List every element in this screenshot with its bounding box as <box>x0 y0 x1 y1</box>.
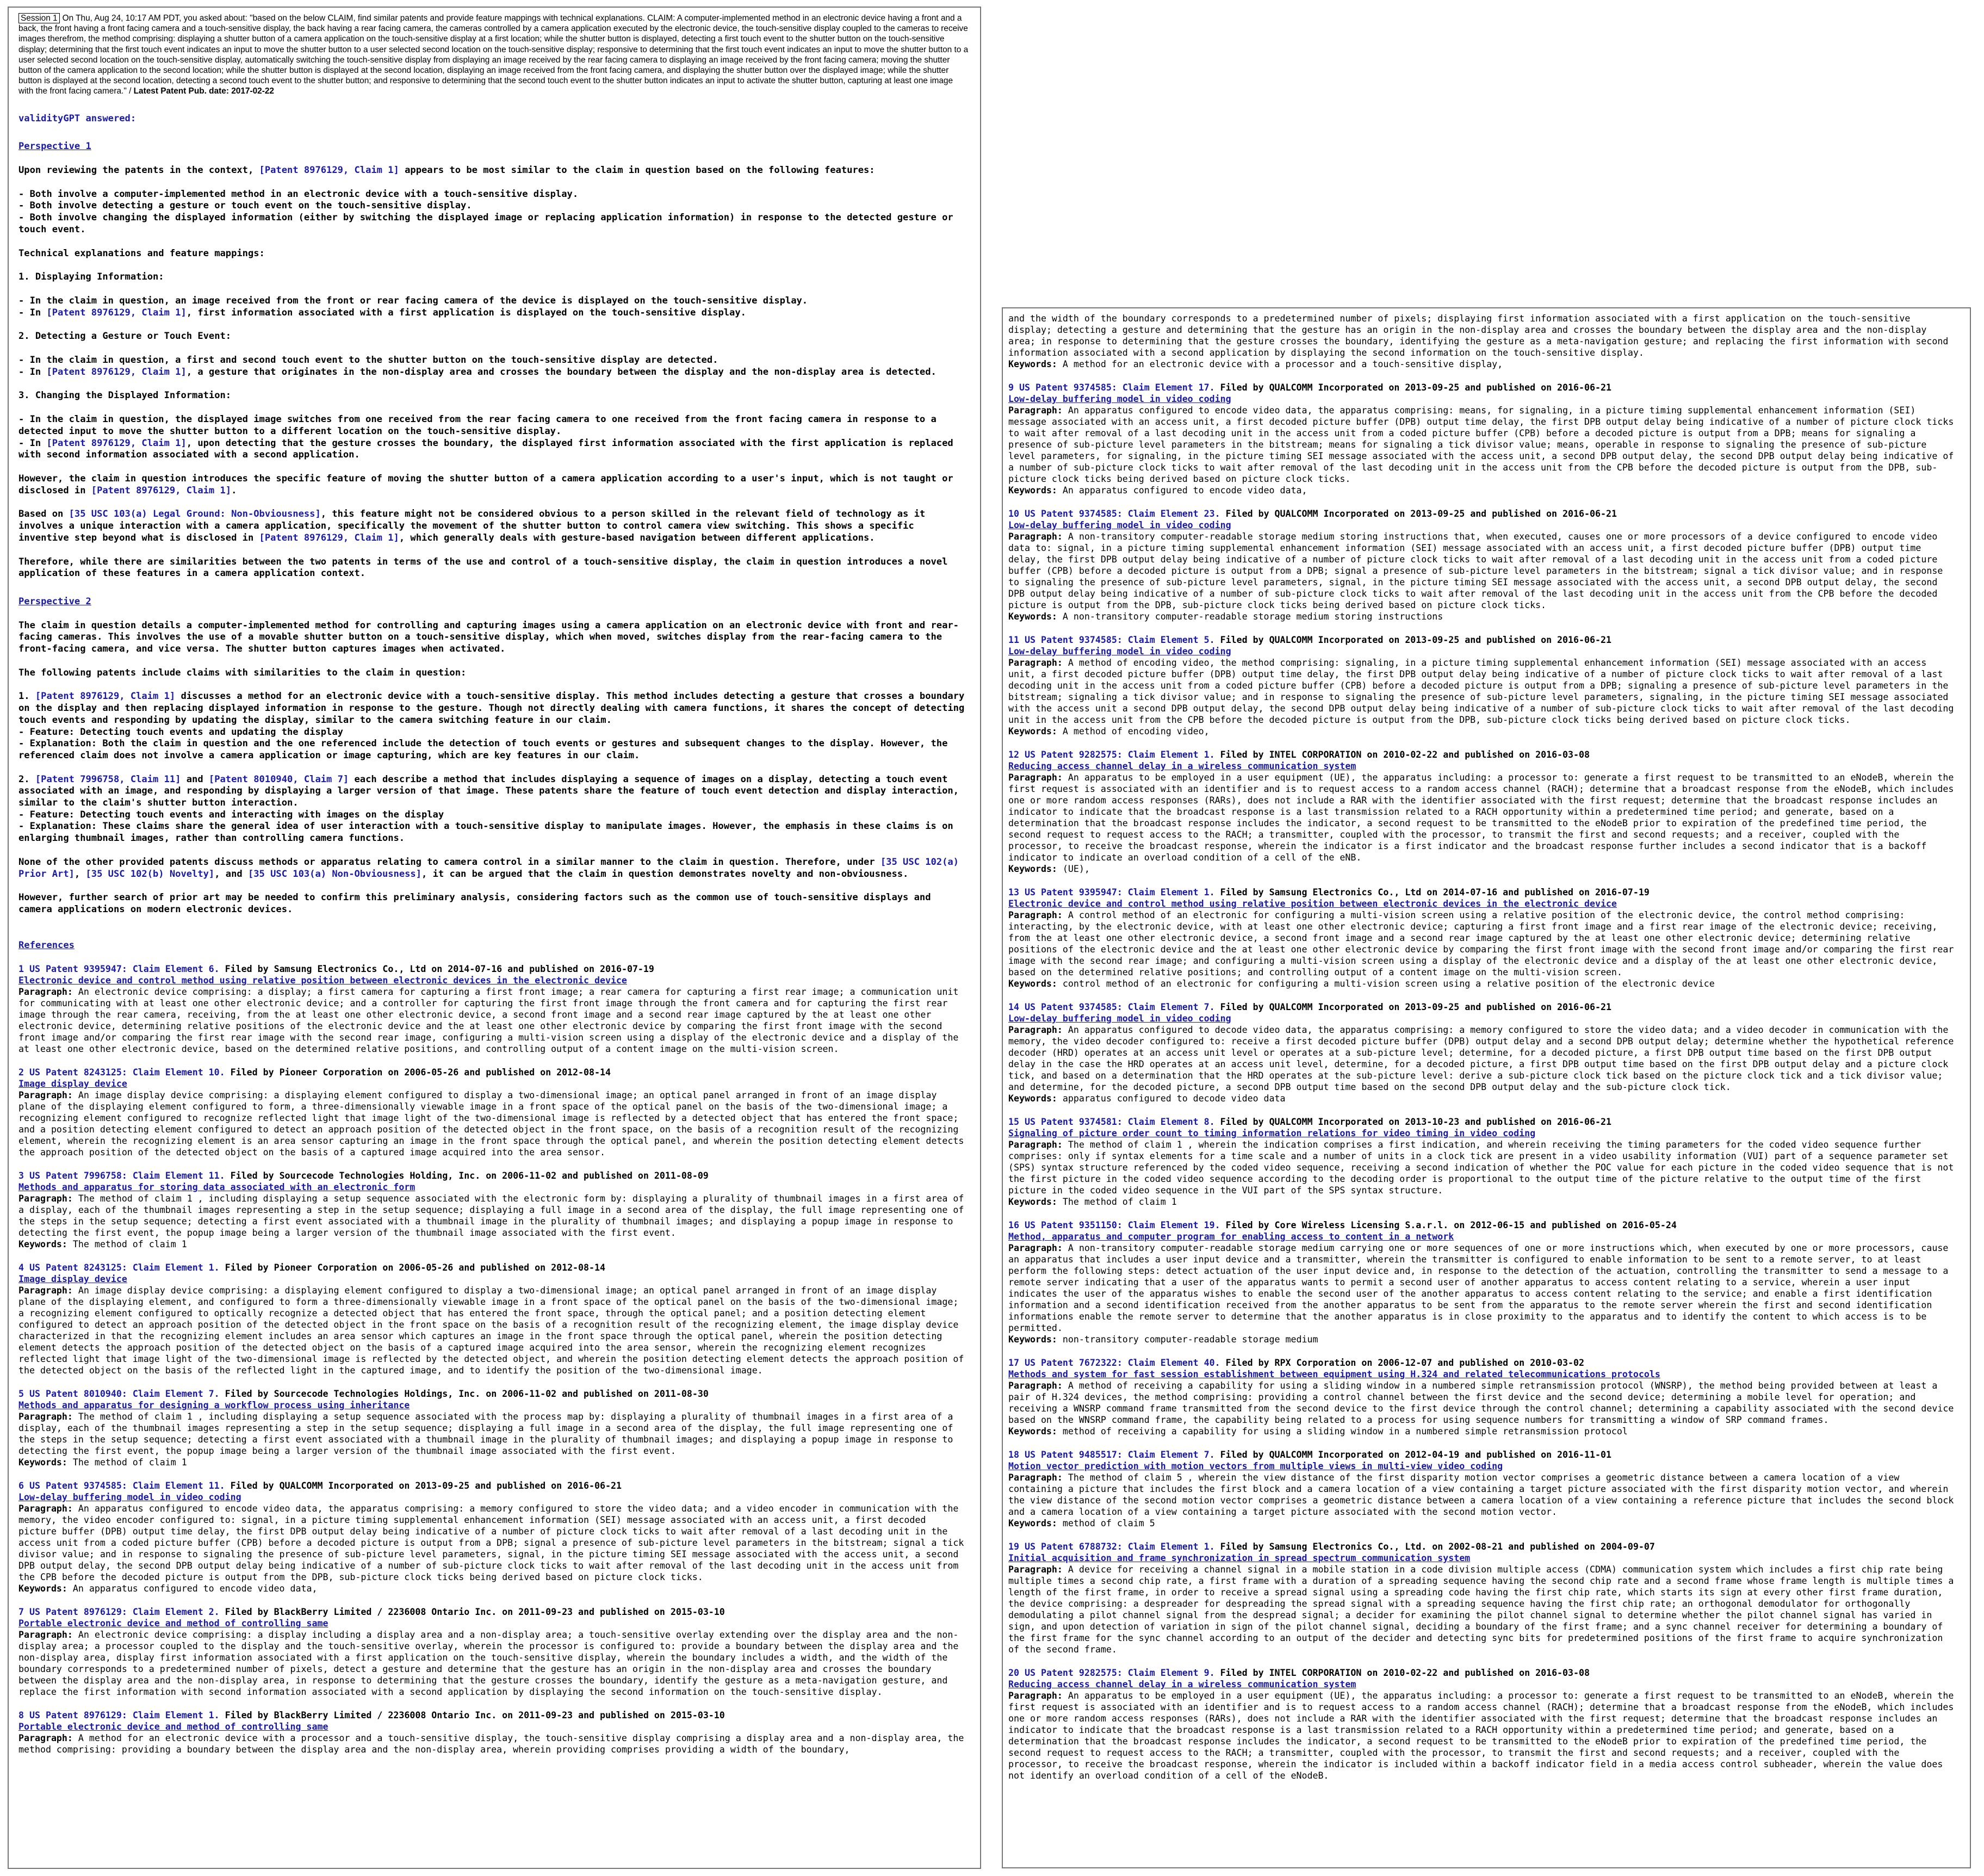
reference-header <box>1008 1219 1959 1231</box>
filed-by-label: Filed by <box>1214 750 1269 760</box>
reference-patent-id[interactable]: US Patent 9282575: Claim Element 9. <box>1024 1668 1215 1678</box>
reference-header <box>1008 1541 1959 1552</box>
p1-s3-body: - In the claim in question, the displayed image switches from one received from the rear facing camera to one received from the front facing camera in response to a detected input to move the shutter button to a different location on the touch-sensitive display. - In [Patent 8976129, Claim 1], upon detecting that the gesture crosses the boundary, the displayed first information associated with the first application is replaced with second information associated with a second application. <box>18 414 959 461</box>
reference-header <box>18 1606 969 1618</box>
reference-header <box>18 1262 969 1273</box>
reference-number: 2 <box>18 1067 24 1078</box>
filed-by-label: Filed by <box>1214 1450 1269 1460</box>
reference-number: 15 <box>1008 1117 1019 1127</box>
filed-by-label: Filed by <box>225 1171 280 1181</box>
p1-s3-title: 3. Changing the Displayed Information: <box>18 390 232 401</box>
reference-title-link[interactable]: Image display device <box>18 1274 127 1285</box>
reference-dates: on 2013-09-25 and published on 2016-06-21 <box>1383 635 1611 645</box>
references-heading[interactable]: References <box>18 939 75 951</box>
reference-paragraph: Paragraph: The method of claim 1 , including displaying a setup sequence associated with the electronic form by: displaying a plurality of thumbnail images in a first area of a display, each of the thumbnail images representing a step in the setup sequence; displaying a full image in a second area of the display, the full image representing one of the steps in the setup sequence; detecting a first event associated with a thumbnail image in the plurality of thumbnail images; and displaying a popup image in response to detecting the first event, the popup image being a larger version of the thumbnail image associated with the first event. <box>18 1193 970 1239</box>
reference-paragraph: Paragraph: The method of claim 1 , wherein the indication comprises a first indication, and wherein receiving the timing parameters for the coded video sequence further comprises: only if syntax elements for a time scale and a number of units in a clock tick are present in a video usability information (VUI) part of a sequence parameter set (SPS) syntax structure referenced by the coded video sequence, receiving a second indication of whether the POC value for each picture in the coded video sequence that is not the first picture in the coded video sequence according to the decoding order is proportional to the output time of the picture relative to the output time of the first picture in the coded video sequence in the VUI part of the SPS syntax structure. <box>1008 1140 1960 1196</box>
reference-keywords: Keywords: The method of claim 1 <box>1008 1197 1177 1207</box>
left-page <box>8 7 981 1869</box>
reference-patent-id[interactable]: US Patent 9282575: Claim Element 1. <box>1024 750 1215 760</box>
reference-assignee: BlackBerry Limited / 2236008 Ontario Inc. <box>274 1607 497 1618</box>
reference-number: 11 <box>1008 635 1019 645</box>
reference-dates: on 2013-09-25 and published on 2016-06-21 <box>1388 509 1617 519</box>
reference-item <box>18 1262 969 1376</box>
reference-keywords: Keywords: method of claim 5 <box>1008 1518 1155 1528</box>
reference-paragraph: Paragraph: An apparatus configured to encode video data, the apparatus comprising: means, for signaling, in a picture timing supplemental enhancement information (SEI) message associated with an access unit, a first decoded picture buffer (DPB) output time delay, the first DPB output delay being indicative of a number of picture clock ticks to wait after removal of a last decoding unit in the access unit from a coded picture buffer (CPB) before a decoded picture is output from a DPB; means for signaling a presence of sub-picture level parameters in the bitstream; means for signaling a tick divisor value; means, operable in response to signaling the presence of sub-picture level parameters, for signaling, in the picture timing SEI message associated with the access unit, a second DPB output delay, the second DPB output delay being indicative of a number of sub-picture clock ticks to wait after removal of the last decoding unit in the access unit from the CPB before the decoded picture is output from the DPB, sub-picture clock ticks being derived based on picture clock ticks. <box>1008 405 1960 484</box>
reference-header <box>18 1388 969 1400</box>
reference-assignee: Pioneer Corporation <box>279 1067 383 1078</box>
patent-link[interactable]: [Patent 8976129, Claim 1] <box>46 437 187 449</box>
reference-patent-id[interactable]: US Patent 8243125: Claim Element 1. <box>29 1262 220 1273</box>
reference-dates: on 2013-09-25 and published on 2016-06-21 <box>1383 382 1611 393</box>
reference-continuation: and the width of the boundary corresponds to a predetermined number of pixels; displaying first information associated with a first application on the touch-sensitive display; detecting a gesture and determining that the gesture has an origin in the non-display area and crosses the boundary between the display area and the non-display area; in response to determining that the gesture crosses the boundary, identifying the gesture as a meta-navigation gesture; and replacing the first information with second information associated with a second application by displaying the second information on the touch-sensitive display. Keywords: A method for an electronic device with a processor and a touch-sensitive display, <box>1008 313 1954 369</box>
reference-title-link[interactable]: Motion vector prediction with motion vectors from multiple views in multi-view video coding <box>1008 1461 1503 1471</box>
reference-dates: on 2013-09-25 and published on 2016-06-21 <box>1383 1002 1611 1012</box>
reference-dates: on 2006-12-07 and published on 2010-03-02 <box>1356 1358 1584 1368</box>
reference-keywords: Keywords: An apparatus configured to encode video data, <box>18 1583 318 1594</box>
p1-based: Based on [35 USC 103(a) Legal Ground: Non-Obviousness], this feature might not be considered obvious to a person skilled in the relevant field of technology as it involves a unique interaction with a camera application, specifically the movement of the shutter button to control camera view switching. This shows a specific inventive step beyond what is disclosed in [Patent 8976129, Claim 1], which generally deals with gesture-based navigation between different applications. <box>18 509 931 543</box>
reference-header <box>1008 508 1959 519</box>
p2-intro: The claim in question details a computer-implemented method for controlling and capturing images using a camera application on an electronic device with front and rear-facing cameras. This involves the use of a movable shutter button on a touch-sensitive display, which when moved, switches display from the rear-facing camera to the front-facing camera, and vice versa. The shutter button captures images when activated. <box>18 620 959 655</box>
latest-pub-date: Latest Patent Pub. date: 2017-02-22 <box>133 86 274 96</box>
reference-patent-id[interactable]: US Patent 9374581: Claim Element 8. <box>1024 1117 1215 1127</box>
reference-patent-id[interactable]: US Patent 9374585: Claim Element 5. <box>1024 635 1215 645</box>
session-query: On Thu, Aug 24, 10:17 AM PDT, you asked about: "based on the below CLAIM, find similar patents and provide feature mappings with technical explanations. CLAIM: A computer-implemented method in an electronic device having a front and a back, the front having a front facing camera and a touch-sensitive display, the back having a rear facing camera, the cameras controlled by a camera application executed by the electronic device, the touch-sensitive display coupled to the cameras to receive images therefrom, the method comprising: displaying a shutter button of a camera application on the touch-sensitive display at a first location; while the shutter button is displayed, detecting a first touch event to the shutter button on the touch-sensitive display; determining that the first touch event indicates an input to move the shutter button to a user selected second location on the touch-sensitive display; responsive to determining that the first touch event indicates an input to move the shutter button to a user selected second location on the touch-sensitive display, automatically switching the touch-sensitive display from displaying an image received by the rear facing camera to displaying an image received by the front facing camera; moving the shutter button of the camera application to the second location; while the shutter button is displayed at the second location, displaying an image received from the front facing camera, and displaying the shutter button over the displayed image; while the shutter button is displayed at the second location, detecting a second touch event to the shutter button; and responsive to determining that the second touch event to the shutter button indicates an input to activate the shutter button, capturing at least one image with the front facing camera." / <box>18 14 969 96</box>
reference-title-link[interactable]: Portable electronic device and method of controlling same <box>18 1618 328 1629</box>
p2-however: However, further search of prior art may be needed to confirm this preliminary analysis, considering factors such as the common use of touch-sensitive displays and camera applications on modern electronic devices. <box>18 892 937 915</box>
reference-patent-id[interactable]: US Patent 8243125: Claim Element 10. <box>29 1067 225 1078</box>
reference-dates: on 2006-05-26 and published on 2012-08-14 <box>382 1067 611 1078</box>
answered-label: validityGPT answered: <box>18 113 137 124</box>
reference-paragraph: Paragraph: A non-transitory computer-readable storage medium storing instructions that, when executed, causes one or more processors of a device configured to encode video data to: signal, in a picture timing supplemental enhancement information (SEI) message associated with an access unit, a first decoded picture buffer (DPB) output time delay, the first DPB output delay being indicative of a number of picture clock ticks to wait after removal of a last decoding unit in the access unit from a coded picture buffer (CPB) before a decoded picture is output from a DPB; signal a presence of sub-picture level parameters in the bitstream; signal a tick divisor value; and in response to signaling the presence of sub-picture level parameters, signal, in the picture timing SEI message associated with the access unit, a second DPB output delay, the second DPB output delay being indicative of a number of sub-picture clock ticks to wait after removal of the last decoding unit in the access unit from the CPB before the decoded picture is output from the DPB, sub-picture clock ticks being derived based on picture clock ticks. <box>1008 531 1949 610</box>
reference-title-link[interactable]: Low-delay buffering model in video coding <box>1008 1013 1231 1024</box>
reference-paragraph: Paragraph: The method of claim 1 , including displaying a setup sequence associated with the process map by: displaying a plurality of thumbnail images in a first area of a display, each of the thumbnail images representing a step in the setup sequence; displaying a full image in a second area of the display, the full image representing one of the steps in the setup sequence; detecting a first event associated with a thumbnail image in the plurality of thumbnail images; and displaying a popup image in response to detecting the first event, the popup image being a larger version of the thumbnail image associated with the first event. <box>18 1411 959 1457</box>
reference-number: 12 <box>1008 750 1019 760</box>
reference-number: 4 <box>18 1262 24 1273</box>
reference-item <box>1008 634 1959 737</box>
reference-assignee: INTEL CORPORATION <box>1269 1668 1362 1678</box>
filed-by-label: Filed by <box>1214 887 1269 897</box>
legal-ground-link[interactable]: [35 USC 102(a) Prior Art] <box>18 856 965 880</box>
reference-assignee: QUALCOMM Incorporated <box>1269 635 1384 645</box>
reference-patent-id[interactable]: US Patent 9395947: Claim Element 6. <box>29 964 220 975</box>
patent-link[interactable]: [Patent 8976129, Claim 1] <box>259 165 399 176</box>
reference-keywords: Keywords: non-transitory computer-readable storage medium <box>1008 1334 1318 1345</box>
reference-number: 16 <box>1008 1220 1019 1230</box>
reference-number: 3 <box>18 1171 24 1181</box>
filed-by-label: Filed by <box>225 1481 280 1491</box>
reference-paragraph: Paragraph: An image display device comprising: a displaying element configured to display a two-dimensional image; an optical panel arranged in front of an image display plane of the displaying element, and configured to form a three-dimensionally viewable image in a front space of the optical panel on the basis of the two-dimensional image; a recognizing element configured to optically recognize a detected object that has entered the front space, through the optical panel; and a position detecting element configured to detect an approach position of the detected object in the front space on the basis of a recognition result of the recognizing element, the image display device characterized in that the recognizing element includes an area sensor which captures an image in the front space through the optical panel, wherein the position detecting element detects the approach position of the detected object on the basis of a captured image acquired into the area sensor, wherein the recognizing element recognizes reflected light that image light of the two-dimensional image is reflected by the detected object, and wherein the position detecting element detects the approach position of the detected object on the basis of the reflected light in the captured image, and to identify the position of the two-dimensional image. <box>18 1285 970 1376</box>
reference-assignee: Sourcecode Technologies Holding, Inc. <box>279 1171 481 1181</box>
reference-patent-id[interactable]: US Patent 9395947: Claim Element 1. <box>1024 887 1215 897</box>
perspective2-heading[interactable]: Perspective 2 <box>18 596 91 607</box>
reference-keywords: Keywords: A non-transitory computer-readable storage medium storing instructions <box>1008 611 1443 622</box>
patent-link[interactable]: [Patent 8976129, Claim 1] <box>46 307 187 318</box>
reference-header <box>1008 1357 1959 1369</box>
session-header <box>18 13 969 97</box>
reference-assignee: Samsung Electronics Co., Ltd. <box>1269 1541 1427 1552</box>
reference-header <box>1008 1449 1959 1460</box>
reference-dates: on 2006-11-02 and published on 2011-08-09 <box>480 1171 709 1181</box>
filed-by-label: Filed by <box>1214 382 1269 393</box>
reference-header <box>18 963 969 975</box>
reference-dates: on 2012-04-19 and published on 2016-11-01 <box>1383 1450 1611 1460</box>
reference-patent-id[interactable]: US Patent 8976129: Claim Element 1. <box>29 1710 220 1721</box>
reference-paragraph: Paragraph: A non-transitory computer-readable storage medium carrying one or more sequences of one or more instructions which, when executed by one or more processors, cause an apparatus that includes a user input device and a transmitter, wherein the transmitter is configured to enable information to be sent to a remote server, to at least perform the following steps: detect actuation of the user input device and, in response to the detection of the actuation, controlling the transmitter to send a message to a remote server indicating that a user of the apparatus wants to permit a second user of another apparatus to access content relating to a service, wherein a user input indicates the user of the apparatus wishes to enable the second user of the another apparatus to access content relating to the service; and enable a first identification information and a second identification received from the another apparatus to be sent from the apparatus to the remote server wherein the first and second identification informations enable the remote server to determine that the another apparatus is in close proximity to the apparatus and to identify the content to which access is to be permitted. <box>1008 1243 1954 1333</box>
reference-dates: on 2002-08-21 and published on 2004-09-07 <box>1427 1541 1655 1552</box>
reference-assignee: QUALCOMM Incorporated <box>1269 1002 1384 1012</box>
reference-dates: on 2006-11-02 and published on 2011-08-30 <box>480 1389 709 1400</box>
filed-by-label: Filed by <box>1220 1358 1275 1368</box>
reference-paragraph: Paragraph: An apparatus to be employed in a user equipment (UE), the apparatus including: a processor to: generate a first request to be transmitted to an eNodeB, wherein the first request is associated with an identifier and is to request access to a random access channel (RACH); determine that a broadcast response from the eNodeB, which includes one or more random access responses (RARs), does not include a RAR with the identifier associated with the first request; determine that the broadcast response includes an indicator to indicate that the broadcast response is a last transmission related to a RACH opportunity within a predetermined time period; and generate, based on a determination that the broadcast response includes the indicator, a second request to be transmitted to the eNodeB prior to expiration of the predefined time period, the second request to request access to the RACH; a transmitter, coupled with the processor, to transmit the first and second requests; and a receiver, coupled with the processor, to receive the broadcast response, wherein the indicator is a first indicator and the broadcast response further includes a second indicator that is a backoff indicator to indicate an overload condition of a cell of the eNB. <box>1008 772 1960 863</box>
reference-assignee: Samsung Electronics Co., Ltd <box>1269 887 1422 897</box>
reference-number: 10 <box>1008 509 1019 519</box>
p1-tech-label: Technical explanations and feature mappings: <box>18 247 265 259</box>
reference-title-link[interactable]: Initial acquisition and frame synchronization in spread spectrum communication system <box>1008 1553 1471 1563</box>
reference-paragraph: Paragraph: A method of encoding video, the method comprising: signaling, in a picture timing supplemental enhancement information (SEI) message associated with an access unit, a first decoded picture buffer (DPB) output time delay, the first DPB output delay being indicative of a number of picture clock ticks to wait after removal of a last decoding unit in the access unit from a coded picture buffer (CPB) before a decoded picture is output from a DPB; signaling a presence of sub-picture level parameters in the bitstream; signaling a tick divisor value; and in response to signaling the presence of sub-picture level parameters, signaling, in the picture timing SEI message associated with the access unit a second DPB output delay, the second DPB output delay being indicative of a number of sub-picture clock ticks to wait after removal of the last decoding unit in the access unit from the CPB before the decoded picture is output from the DPB, sub-picture clock ticks being derived based on picture clock ticks. <box>1008 658 1960 725</box>
reference-dates: on 2010-02-22 and published on 2016-03-08 <box>1361 1668 1590 1678</box>
reference-patent-id[interactable]: US Patent 8976129: Claim Element 2. <box>29 1607 220 1618</box>
p2-item-1: 1. [Patent 8976129, Claim 1] discusses a method for an electronic device with a touch-sensitive display. This method includes detecting a gesture that crosses a boundary on the display and then replacing displayed information in response to the gesture. Though not directly dealing with camera functions, it shares the concept of detecting touch events and responding by updating the display, similar to the camera switching feature in our claim. - Feature: Detecting touch events and updating the display - Explanation: Both the claim in question and the one referenced include the detection of touch events or gestures and subsequent changes to the display. However, the referenced claim does not involve a camera application or image capturing, which are key features in our claim. <box>18 691 965 761</box>
reference-assignee: Pioneer Corporation <box>274 1262 377 1273</box>
p1-however: However, the claim in question introduces the specific feature of moving the shutter button of a camera application according to a user's input, which is not taught or disclosed in [Patent 8976129, Claim 1]. <box>18 473 959 496</box>
reference-item <box>18 1170 969 1250</box>
patent-link[interactable]: [Patent 8976129, Claim 1] <box>259 532 399 543</box>
reference-dates: on 2013-09-25 and published on 2016-06-21 <box>393 1481 622 1491</box>
perspective1-heading[interactable]: Perspective 1 <box>18 141 91 152</box>
patent-link[interactable]: [Patent 8976129, Claim 1] <box>46 366 187 377</box>
reference-number: 18 <box>1008 1450 1019 1460</box>
reference-assignee: INTEL CORPORATION <box>1269 750 1362 760</box>
reference-assignee: Sourcecode Technologies Holdings, Inc. <box>274 1389 481 1400</box>
reference-item <box>18 1710 969 1755</box>
reference-assignee: BlackBerry Limited / 2236008 Ontario Inc. <box>274 1710 497 1721</box>
references-list-right <box>1008 382 1959 1781</box>
reference-patent-id[interactable]: US Patent 7672322: Claim Element 40. <box>1024 1358 1220 1368</box>
session-tag[interactable]: Session 1 <box>18 13 60 23</box>
reference-patent-id[interactable]: US Patent 6788732: Claim Element 1. <box>1024 1541 1215 1552</box>
patent-link[interactable]: [Patent 8976129, Claim 1] <box>35 691 176 702</box>
filed-by-label: Filed by <box>219 1262 274 1273</box>
reference-header <box>1008 1667 1959 1679</box>
filed-by-label: Filed by <box>1214 1117 1269 1127</box>
reference-item <box>1008 1116 1959 1208</box>
legal-ground-link[interactable]: [35 USC 102(b) Novelty] <box>85 868 215 880</box>
reference-number: 5 <box>18 1389 24 1400</box>
reference-paragraph: Paragraph: A control method of an electronic for configuring a multi-vision screen using a relative position of the electronic device, the control method comprising: interacting, by the electronic device, with at least one other electronic device; capturing a first front image and a first rear image of the electronic device; receiving, from the at least one other electronic device, a second front image and a second rear image captured by the at least one other electronic device; determining relative positions of the electronic device and the at least one other electronic device by comparing the first front image with the second front image and/or comparing the first rear image with the second rear image; and configuring a multi-vision screen using a display of the electronic device and a display of the at least one other electronic device, based on the determined relative positions; and controlling output of a content image on the multi-vision screen. <box>1008 910 1960 977</box>
p1-s1-body: - In the claim in question, an image received from the front or rear facing camera of the device is displayed on the touch-sensitive display. - In [Patent 8976129, Claim 1], first information associated with a first application is displayed on the touch-sensitive display. <box>18 295 808 318</box>
reference-patent-id[interactable]: US Patent 8010940: Claim Element 7. <box>29 1389 220 1400</box>
reference-header <box>18 1480 969 1491</box>
reference-title-link[interactable]: Low-delay buffering model in video coding <box>1008 520 1231 530</box>
p2-following: The following patents include claims with similarities to the claim in question: <box>18 667 467 678</box>
reference-item <box>1008 887 1959 989</box>
filed-by-label: Filed by <box>219 1389 274 1400</box>
reference-title-link[interactable]: Methods and apparatus for storing data associated with an electronic form <box>18 1182 416 1193</box>
reference-keywords: Keywords: control method of an electronic for configuring a multi-vision screen using a relative position of the electronic device <box>1008 979 1715 989</box>
reference-header <box>1008 1001 1959 1013</box>
reference-number: 17 <box>1008 1358 1019 1368</box>
reference-patent-id[interactable]: US Patent 9485517: Claim Element 7. <box>1024 1450 1215 1460</box>
reference-number: 8 <box>18 1710 24 1721</box>
reference-patent-id[interactable]: US Patent 7996758: Claim Element 11. <box>29 1171 225 1181</box>
reference-paragraph: Paragraph: A device for receiving a channel signal in a mobile station in a code division multiple access (CDMA) communication system which includes a first chip rate being multiple times a second chip rate, a first frame with a duration of a spreading sequence having the second chip rate and a second frame whose frame length is multiple times a length of the first frame, in order to receive a spread signal using a spreading code having the first chip rate, which starts its sign at every other first frame duration, the device comprising: a despreader for despreading the spread signal with a spreading sequence having the first chip rate; an orthogonal demodulator for orthogonally demodulating a pilot channel signal from the despread signal; a decider for examining the pilot channel signal to determine whether the pilot channel signal has varied in sign, and upon detection of variation in sign of the pilot channel signal, deciding a boundary of the first frame; and a sync channel receiver for determining a boundary of the first frame for the sync channel according to an output of the decider and detecting sync bits for predetermined positions of the first frame to acquire synchronization of the second frame. <box>1008 1564 1960 1655</box>
reference-header <box>1008 1116 1959 1128</box>
reference-header <box>1008 887 1959 898</box>
reference-title-link[interactable]: Low-delay buffering model in video coding <box>1008 394 1231 404</box>
p2-item-2: 2. [Patent 7996758, Claim 11] and [Patent 8010940, Claim 7] each describe a method that includes displaying a sequence of images on a display, detecting a touch event associated with an image, and responding by displaying a larger version of that image. These patents share the feature of touch event detection and display interaction, similar to the claim's shutter button interaction. - Feature: Detecting touch events and interacting with images on the display - Explanation: These claims share the general idea of user interaction with a touch-sensitive display to manipulate images. However, the emphasis in these claims is on enlarging thumbnail images, rather than controlling camera functions. <box>18 773 959 844</box>
reference-number: 7 <box>18 1607 24 1618</box>
p1-therefore: Therefore, while there are similarities between the two patents in terms of the use and control of a touch-sensitive display, the claim in question introduces a novel application of these features in a camera application context. <box>18 556 953 579</box>
p1-bullets: - Both involve a computer-implemented method in an electronic device with a touch-sensitive display. - Both involve detecting a gesture or touch event on the touch-sensitive display. - Both involve changing the displayed information (either by switching the displayed image or replacing application information) in response to the detected gesture or touch event. <box>18 188 953 235</box>
legal-ground-link[interactable]: [35 USC 103(a) Legal Ground: Non-Obviousness] <box>69 509 321 520</box>
reference-item <box>18 963 969 1055</box>
filed-by-label: Filed by <box>219 1607 274 1618</box>
reference-header <box>1008 382 1959 393</box>
reference-dates: on 2011-09-23 and published on 2015-03-10 <box>497 1607 725 1618</box>
reference-number: 13 <box>1008 887 1019 897</box>
reference-title-link[interactable]: Reducing access channel delay in a wireless communication system <box>1008 1679 1356 1689</box>
reference-number: 19 <box>1008 1541 1019 1552</box>
reference-header <box>1008 634 1959 646</box>
right-page <box>1002 307 1971 1868</box>
patent-link[interactable]: [Patent 8010940, Claim 7] <box>208 773 349 785</box>
reference-title-link[interactable]: Low-delay buffering model in video coding <box>18 1492 241 1503</box>
reference-keywords: Keywords: method of receiving a capability for using a sliding window in a numbered simple retransmission protocol <box>1008 1426 1628 1437</box>
reference-number: 9 <box>1008 382 1014 393</box>
reference-keywords: Keywords: (UE), <box>1008 864 1090 874</box>
filed-by-label: Filed by <box>1214 1668 1269 1678</box>
reference-item <box>1008 508 1959 622</box>
reference-title-link[interactable]: Electronic device and control method using relative position between electronic devices in the electronic device <box>1008 899 1617 909</box>
reference-keywords: Keywords: An apparatus configured to encode video data, <box>1008 485 1307 496</box>
filed-by-label: Filed by <box>219 1710 274 1721</box>
reference-assignee: QUALCOMM Incorporated <box>1269 382 1384 393</box>
reference-dates: on 2012-06-15 and published on 2016-05-24 <box>1448 1220 1677 1230</box>
reference-keywords: Keywords: The method of claim 1 <box>18 1457 187 1468</box>
reference-title-link[interactable]: Electronic device and control method using relative position between electronic devices in the electronic device <box>18 975 627 986</box>
reference-title-link[interactable]: Methods and apparatus for designing a workflow process using inheritance <box>18 1400 410 1411</box>
reference-patent-id[interactable]: US Patent 9374585: Claim Element 11. <box>29 1481 225 1491</box>
reference-paragraph: Paragraph: A method of receiving a capability for using a sliding window in a numbered simple retransmission protocol (WNSRP), the method being provided between at least a pair of H.324 devices, the method comprising: providing a control channel between the first device and the second device; determining a mobile level for operation; and receiving a WNSRP command frame transmitted from the second device to the first device through the control channel; determining a capability associated with the second device based on the WNSRP command frame, the capability being related to a process for using sequence numbers for transmitting a window of SRP command frames. <box>1008 1380 1960 1425</box>
reference-item <box>1008 1001 1959 1104</box>
reference-title-link[interactable]: Image display device <box>18 1079 127 1089</box>
reference-item <box>1008 1219 1959 1345</box>
reference-title-link[interactable]: Method, apparatus and computer program for enabling access to content in a network <box>1008 1231 1454 1242</box>
reference-number: 1 <box>18 964 24 975</box>
reference-header <box>18 1710 969 1721</box>
reference-number: 20 <box>1008 1668 1019 1678</box>
filed-by-label: Filed by <box>219 964 274 975</box>
reference-paragraph: Paragraph: An electronic device comprising: a display; a first camera for capturing a first front image; a rear camera for capturing a first rear image; a communication unit for communicating with at least one other electronic device; and a controller for capturing the first front image through the front camera and for capturing the first rear image through the rear camera, receiving, from the at least one other electronic device, a second front image and a second rear image captured by the at least one other electronic device, determining relative positions of the electronic device and the at least one other electronic device by comparing the first front image with the second front image and/or comparing the first rear image with the second rear image, configuring a multi-vision screen using a display of the electronic device and a display of the at least one other electronic device, based on the determined relative positions, and controlling output of a content image on the multi-vision screen. <box>18 987 964 1055</box>
reference-paragraph: Paragraph: An image display device comprising: a displaying element configured to display a two-dimensional image; an optical panel arranged in front of an image display plane of the displaying element configured to form, a three-dimensionally viewable image in a front space of the optical panel on the basis of the two-dimensional image; a recognizing element configured to recognize reflected light that image light of the two-dimensional image is reflected by a detected object that has entered the front space; and a position detecting element configured to detect an approach position of the detected object in the front space, on the basis of a recognition result of the recognizing element, wherein the recognizing element is an area sensor capturing an image in the front space through the optical panel, and wherein the position detecting element detects the approach position of the detected object on the basis of a captured image acquired into the area sensor. <box>18 1090 970 1158</box>
reference-patent-id[interactable]: US Patent 9374585: Claim Element 23. <box>1024 509 1220 519</box>
reference-header <box>18 1170 969 1181</box>
reference-item <box>18 1480 969 1594</box>
reference-title-link[interactable]: Reducing access channel delay in a wireless communication system <box>1008 761 1356 771</box>
filed-by-label: Filed by <box>1214 635 1269 645</box>
reference-item <box>1008 1667 1959 1781</box>
reference-title-link[interactable]: Portable electronic device and method of controlling same <box>18 1722 328 1732</box>
reference-patent-id[interactable]: US Patent 9374585: Claim Element 7. <box>1024 1002 1215 1012</box>
reference-item <box>18 1388 969 1468</box>
patent-link[interactable]: [Patent 8976129, Claim 1] <box>91 485 232 496</box>
filed-by-label: Filed by <box>1214 1002 1269 1012</box>
reference-item <box>18 1606 969 1698</box>
reference-dates: on 2010-02-22 and published on 2016-03-08 <box>1361 750 1590 760</box>
reference-header <box>1008 749 1959 760</box>
reference-dates: on 2011-09-23 and published on 2015-03-10 <box>497 1710 725 1721</box>
reference-item <box>1008 749 1959 875</box>
filed-by-label: Filed by <box>1220 509 1275 519</box>
reference-dates: on 2006-05-26 and published on 2012-08-14 <box>377 1262 605 1273</box>
reference-assignee: Samsung Electronics Co., Ltd <box>274 964 426 975</box>
p2-none: None of the other provided patents discuss methods or apparatus relating to camera control in a similar manner to the claim in question. Therefore, under [35 USC 102(a) Prior Art], [35 USC 102(b) Novelty], and [35 USC 103(a) Non-Obviousness], it can be argued that the claim in question demonstrates novelty and non-obviousness. <box>18 856 965 880</box>
reference-dates: on 2014-07-16 and published on 2016-07-19 <box>1421 887 1650 897</box>
reference-assignee: QUALCOMM Incorporated <box>279 1481 394 1491</box>
p1-s2-body: - In the claim in question, a first and second touch event to the shutter button on the touch-sensitive display are detected. - In [Patent 8976129, Claim 1], a gesture that originates in the non-display area and crosses the boundary between the display and the non-display area is detected. <box>18 355 937 377</box>
reference-keywords: Keywords: apparatus configured to decode video data <box>1008 1093 1286 1104</box>
reference-item <box>1008 1541 1959 1655</box>
reference-assignee: RPX Corporation <box>1274 1358 1356 1368</box>
reference-paragraph: Paragraph: An electronic device comprising: a display including a display area and a non-display area; a touch-sensitive overlay extending over the display area and the non-display area; a processor coupled to the display and the touch-sensitive overlay, wherein the processor is configured to: provide a boundary between the display area and the non-display area, display first information associated with a first application on the touch-sensitive display, wherein the boundary includes a width, and the width of the boundary corresponds to a predetermined number of pixels, detect a gesture and determine that the gesture has an origin in the non-display area and crosses the boundary between the display area and the non-display area, in response to determining that the gesture crosses the boundary, identify the gesture as a meta-navigation gesture, and replace the first information with second information associated with a second application by displaying the second information on the touch-sensitive display. <box>18 1630 964 1698</box>
reference-paragraph: Paragraph: The method of claim 5 , wherein the view distance of the first disparity motion vector comprises a geometric distance between a camera location of a view containing a picture that includes the first block and a camera location of a view containing a target picture associated with the first disparity motion vector, and wherein the view distance of the second motion vector comprises a geometric distance between a camera location of a view containing a reference picture that includes the second block and a camera location of a view containing a target picture associated with the second motion vector. <box>1008 1472 1960 1517</box>
reference-item <box>1008 1357 1959 1437</box>
reference-assignee: QUALCOMM Incorporated <box>1274 509 1389 519</box>
reference-assignee: QUALCOMM Incorporated <box>1269 1117 1384 1127</box>
references-list-left <box>18 963 969 1755</box>
reference-title-link[interactable]: Methods and system for fast session establishment between equipment using H.324 and related telecommunications protocols <box>1008 1369 1660 1379</box>
reference-paragraph: Paragraph: A method for an electronic device with a processor and a touch-sensitive display, the touch-sensitive display comprising a display area and a non-display area, the method comprising: providing a boundary between the display area and the non-display area, wherein providing comprises providing a width of the boundary, <box>18 1733 970 1755</box>
filed-by-label: Filed by <box>1214 1541 1269 1552</box>
p1-intro: Upon reviewing the patents in the context, [Patent 8976129, Claim 1] appears to be most similar to the claim in question based on the following features: <box>18 165 875 176</box>
p1-s2-title: 2. Detecting a Gesture or Touch Event: <box>18 331 232 342</box>
filed-by-label: Filed by <box>1220 1220 1275 1230</box>
reference-assignee: Core Wireless Licensing S.a.r.l. <box>1274 1220 1449 1230</box>
reference-paragraph: Paragraph: An apparatus to be employed in a user equipment (UE), the apparatus including: a processor to: generate a first request to be transmitted to an eNodeB, wherein the first request is associated with an identifier and is to request access to a random access channel (RACH); determine that a broadcast response from the eNodeB, which includes one or more random access responses (RARs), does not include a RAR with the identifier associated with the first request; determine that the broadcast response includes an indicator to indicate that the broadcast response is a last transmission related to a RACH opportunity within a predetermined time period; and generate, based on a determination that the broadcast response includes the indicator, a second request to be transmitted to the eNodeB prior to expiration of the predefined time period, the second request to request access to the RACH; a transmitter, coupled with the processor, to transmit the first and second requests; and a receiver, coupled with the processor, to receive the broadcast response, wherein the indicator is included within a backoff indicator field in a media access control subheader, wherein the value does not identify an overload condition of a cell of the eNodeB. <box>1008 1691 1960 1781</box>
reference-title-link[interactable]: Signaling of picture order count to timing information relations for video timing in video coding <box>1008 1128 1536 1138</box>
reference-number: 6 <box>18 1481 24 1491</box>
reference-paragraph: Paragraph: An apparatus configured to decode video data, the apparatus comprising: a memory configured to store the video data; and a video decoder in communication with the memory, the video decoder configured to: receive a first decoded picture buffer (DPB) output delay and a second DPB output delay; determine whether the hypothetical reference decoder (HRD) operates at an access unit level or operates at a sub-picture level; determine, for a decoded picture, a first DPB output time based on the first DPB output delay in the case the HRD operates at an access unit level, determine, for a decoded picture, a first DPB output time based on the first DPB output delay and a picture clock tick, and based on a determination that the HRD operates at the sub-picture level: derive a sub-picture clock tick based on the picture clock tick and a tick divisor value; and determine, for the decoded picture, a second DPB output time based on the second DPB output delay and the sub-picture clock tick. <box>1008 1025 1960 1092</box>
reference-dates: on 2013-10-23 and published on 2016-06-21 <box>1383 1117 1611 1127</box>
reference-keywords: Keywords: A method of encoding video, <box>1008 726 1210 736</box>
reference-item <box>18 1067 969 1158</box>
reference-dates: on 2014-07-16 and published on 2016-07-19 <box>426 964 654 975</box>
legal-ground-link[interactable]: [35 USC 103(a) Non-Obviousness] <box>247 868 421 880</box>
reference-assignee: QUALCOMM Incorporated <box>1269 1450 1384 1460</box>
reference-keywords: Keywords: The method of claim 1 <box>18 1239 187 1250</box>
p1-s1-title: 1. Displaying Information: <box>18 271 164 283</box>
filed-by-label: Filed by <box>225 1067 280 1078</box>
reference-header <box>18 1067 969 1078</box>
reference-number: 14 <box>1008 1002 1019 1012</box>
reference-patent-id[interactable]: US Patent 9351150: Claim Element 19. <box>1024 1220 1220 1230</box>
reference-item <box>1008 1449 1959 1529</box>
reference-patent-id[interactable]: US Patent 9374585: Claim Element 17. <box>1019 382 1215 393</box>
reference-title-link[interactable]: Low-delay buffering model in video coding <box>1008 646 1231 657</box>
patent-link[interactable]: [Patent 7996758, Claim 11] <box>35 773 181 785</box>
reference-paragraph: Paragraph: An apparatus configured to encode video data, the apparatus comprising: a memory configured to store the video data; and a video encoder in communication with the memory, the video encoder configured to: signal, in a picture timing supplemental enhancement information (SEI) message associated with an access unit, a first decoded picture buffer (DPB) output time delay, the first DPB output delay being indicative of a number of picture clock ticks to wait after removal of a last decoding unit in the access unit from a coded picture buffer (CPB) before a decoded picture is output from a DPB; signal a presence of sub-picture level parameters in the bitstream; signal a tick divisor value; and in response to signaling the presence of sub-picture level parameters, signal, in the picture timing SEI message associated with the access unit, a second DPB output delay, the second DPB output delay being indicative of a number of sub-picture clock ticks to wait after removal of the last decoding unit in the access unit from the CPB before the decoded picture is output from the DPB, sub-picture clock ticks being derived based on picture clock ticks. <box>18 1503 970 1583</box>
reference-item <box>1008 382 1959 496</box>
